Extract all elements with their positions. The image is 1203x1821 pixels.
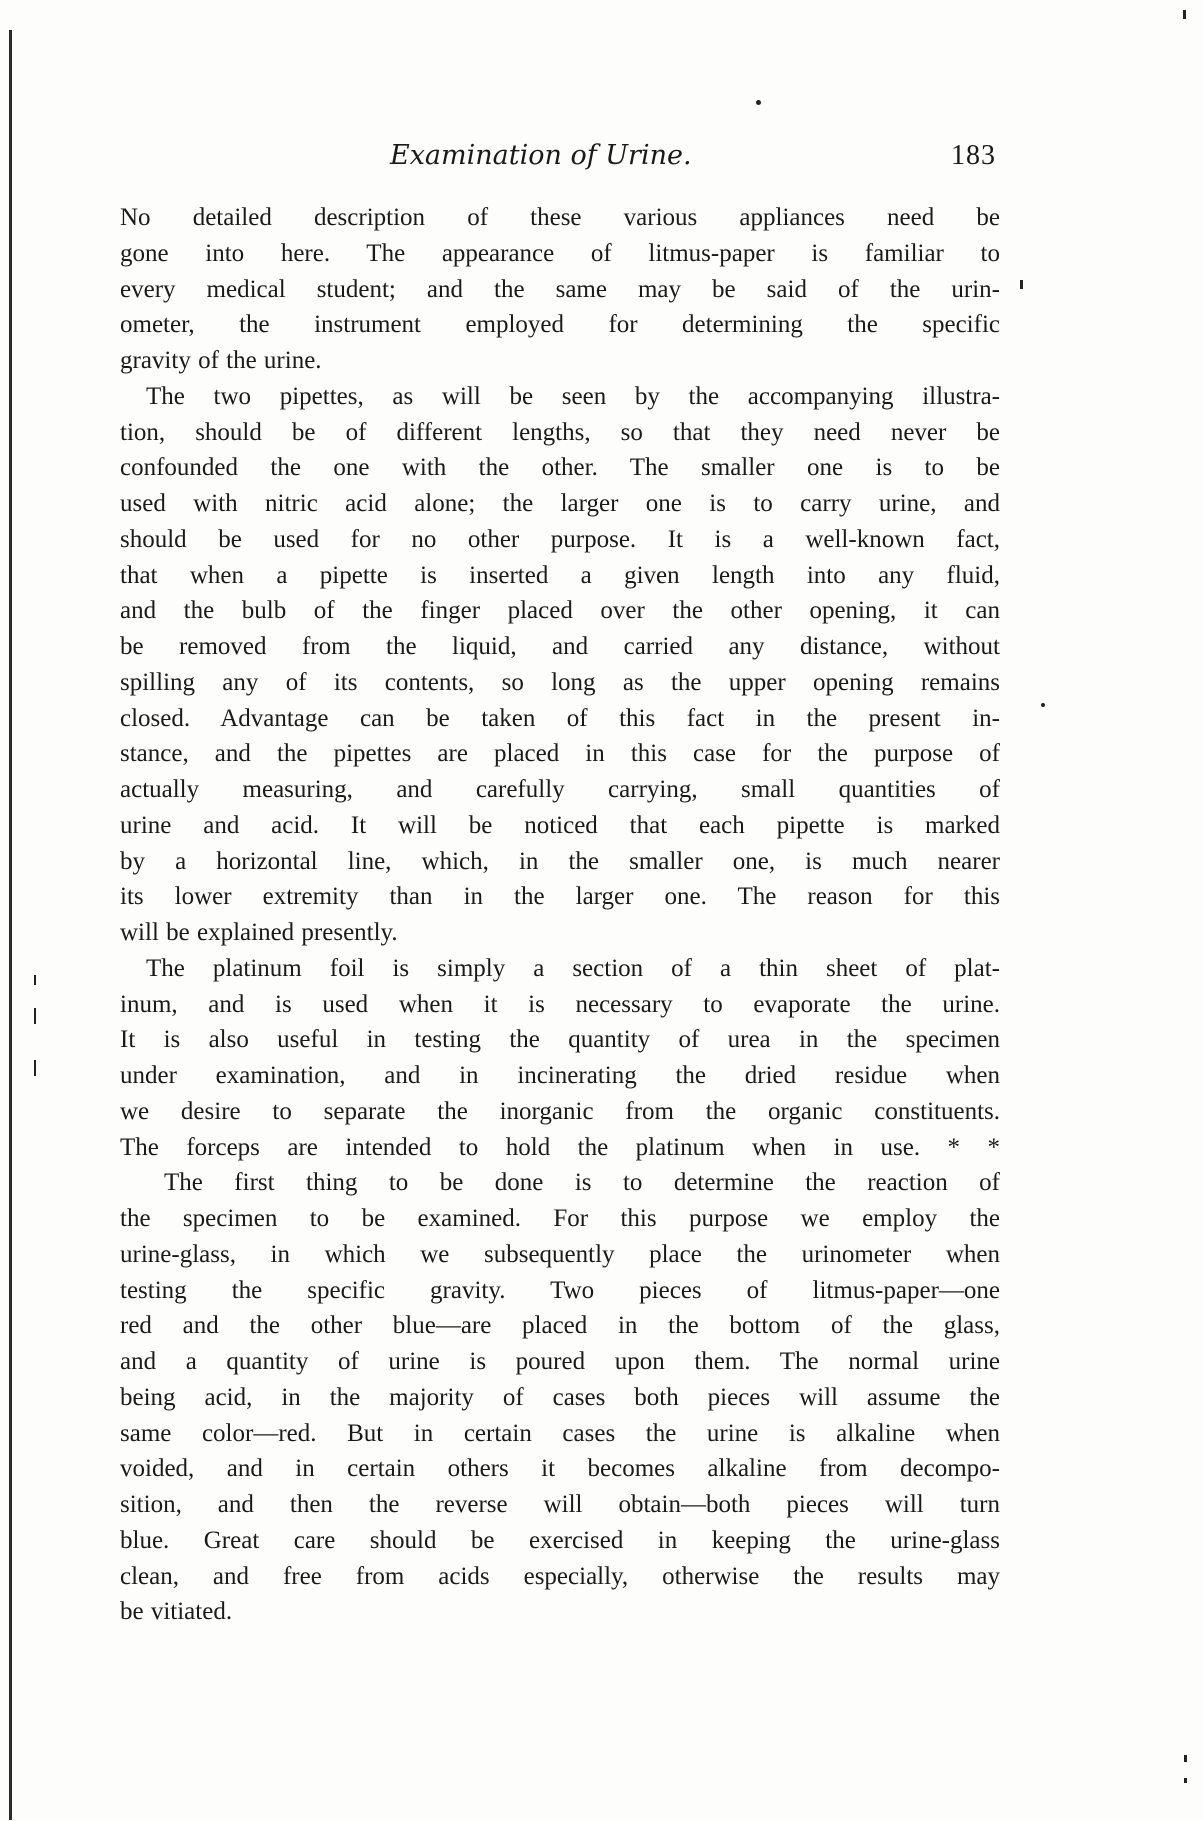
text-line: stance, and the pipettes are placed in this case for the purpose of bbox=[120, 740, 1000, 768]
scan-speck bbox=[34, 1008, 36, 1024]
text-line: voided, and in certain others it becomes alkaline from decompo- bbox=[120, 1455, 1000, 1483]
text-line: red and the other blue—are placed in the bottom of the glass, bbox=[120, 1312, 1000, 1340]
scan-speck bbox=[1184, 1755, 1187, 1762]
scan-speck bbox=[34, 1060, 36, 1076]
text-line: be removed from the liquid, and carried any distance, without bbox=[120, 633, 1000, 660]
text-line: same color—red. But in certain cases the urine is alkaline when bbox=[120, 1419, 1000, 1447]
text-line: under examination, and in incinerating the dried residue when bbox=[120, 1062, 1000, 1089]
text-line: The forceps are intended to hold the platinum when in use. * * bbox=[120, 1133, 1000, 1161]
text-line: clean, and free from acids especially, otherwise the results may bbox=[120, 1562, 1000, 1590]
text-line: that when a pipette is inserted a given length into any fluid, bbox=[120, 561, 1000, 589]
text-line: The two pipettes, as will be seen by the accompanying illustra- bbox=[146, 382, 1000, 410]
text-line: gone into here. The appearance of litmus-paper is familiar to bbox=[120, 239, 1000, 267]
text-line: sition, and then the reverse will obtain—both pieces will turn bbox=[120, 1491, 1000, 1518]
text-line: actually measuring, and carefully carrying, small quantities of bbox=[120, 776, 1000, 803]
text-line: It is also useful in testing the quantity of urea in the specimen bbox=[120, 1026, 1000, 1054]
text-line: and a quantity of urine is poured upon them. The normal urine bbox=[120, 1348, 1000, 1375]
scan-speck bbox=[1183, 10, 1186, 19]
page-number: 183 bbox=[951, 140, 996, 171]
text-line: by a horizontal line, which, in the smaller one, is much nearer bbox=[120, 847, 1000, 875]
text-line: No detailed description of these various appliances need be bbox=[120, 204, 1000, 231]
running-head bbox=[120, 138, 1008, 178]
running-title: Examination of Urine. bbox=[390, 140, 692, 171]
text-line: closed. Advantage can be taken of this fact in the present in- bbox=[120, 704, 1000, 732]
text-line: will be explained presently. bbox=[120, 919, 398, 946]
text-line: The first thing to be done is to determine the reaction of bbox=[164, 1169, 1000, 1197]
text-line: being acid, in the majority of cases both pieces will assume the bbox=[120, 1383, 1000, 1411]
binding-edge-line bbox=[9, 30, 12, 1820]
text-line: used with nitric acid alone; the larger one is to carry urine, and bbox=[120, 490, 1000, 517]
body-text bbox=[120, 200, 1000, 1630]
scan-speck bbox=[34, 975, 36, 985]
text-line: be vitiated. bbox=[120, 1598, 233, 1626]
scan-speck bbox=[1020, 280, 1023, 289]
text-line: The platinum foil is simply a section of a thin sheet of plat- bbox=[146, 954, 1000, 982]
scan-speck bbox=[1184, 1778, 1187, 1783]
text-line: inum, and is used when it is necessary to evaporate the urine. bbox=[120, 990, 1000, 1018]
text-line: testing the specific gravity. Two pieces of litmus-paper—one bbox=[120, 1276, 1000, 1304]
text-line: its lower extremity than in the larger one. The reason for this bbox=[120, 883, 1000, 911]
text-line: urine and acid. It will be noticed that each pipette is marked bbox=[120, 811, 1000, 839]
text-line: ometer, the instrument employed for determining the specific bbox=[120, 311, 1000, 339]
text-line: gravity of the urine. bbox=[120, 347, 322, 374]
text-line: should be used for no other purpose. It is a well-known fact, bbox=[120, 525, 1000, 553]
text-line: and the bulb of the finger placed over the other opening, it can bbox=[120, 597, 1000, 625]
scan-speck bbox=[756, 100, 761, 105]
scan-speck bbox=[1041, 703, 1045, 707]
text-line: confounded the one with the other. The smaller one is to be bbox=[120, 454, 1000, 482]
text-line: urine-glass, in which we subsequently place the urinometer when bbox=[120, 1240, 1000, 1268]
text-line: spilling any of its contents, so long as the upper opening remains bbox=[120, 668, 1000, 696]
text-line: every medical student; and the same may be said of the urin- bbox=[120, 275, 1000, 303]
text-line: we desire to separate the inorganic from the organic constituents. bbox=[120, 1097, 1000, 1125]
text-line: blue. Great care should be exercised in keeping the urine-glass bbox=[120, 1526, 1000, 1554]
text-line: the specimen to be examined. For this purpose we employ the bbox=[120, 1205, 1000, 1232]
text-line: tion, should be of different lengths, so that they need never be bbox=[120, 418, 1000, 446]
